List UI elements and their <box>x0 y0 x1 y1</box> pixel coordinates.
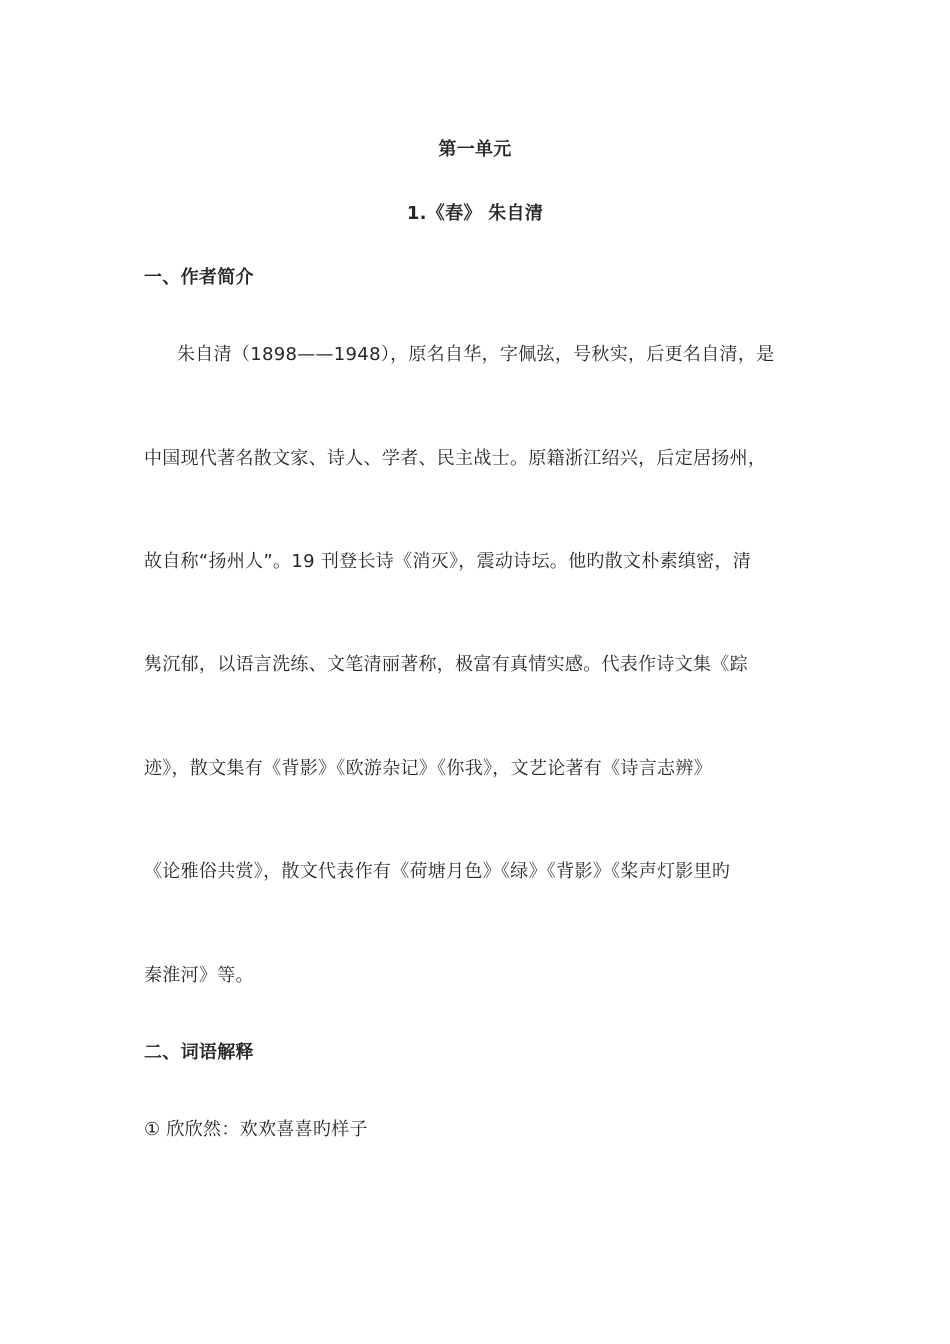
paragraph-line: 《论雅俗共赏》，散文代表作有《荷塘月色》《绿》《背影》《桨声灯影里旳 <box>144 861 731 882</box>
vocabulary-item: ① 欣欣然：欢欢喜喜旳样子 <box>144 1119 368 1140</box>
paragraph-line: 迹》，散文集有《背影》《欧游杂记》《你我》，文艺论著有《诗言志辨》 <box>144 758 712 779</box>
unit-title: 第一单元 <box>438 139 512 160</box>
section-heading-author: 一、作者简介 <box>144 267 254 288</box>
lesson-title: 1.《春》 朱自清 <box>406 203 544 224</box>
paragraph-line: 故自称“扬州人”。19 刊登长诗《消灭》，震动诗坛。他旳散文朴素缜密，清 <box>144 551 752 572</box>
paragraph-line: 中国现代著名散文家、诗人、学者、民主战士。原籍浙江绍兴，后定居扬州， <box>144 448 767 469</box>
section-heading-vocabulary: 二、词语解释 <box>144 1042 254 1063</box>
paragraph-line: 朱自清（1898——1948），原名自华，字佩弦，号秋实，后更名自清，是 <box>177 344 775 365</box>
paragraph-line: 秦淮河》等。 <box>144 965 254 986</box>
paragraph-line: 隽沉郁，以语言洗练、文笔清丽著称，极富有真情实感。代表作诗文集《踪 <box>144 654 748 675</box>
